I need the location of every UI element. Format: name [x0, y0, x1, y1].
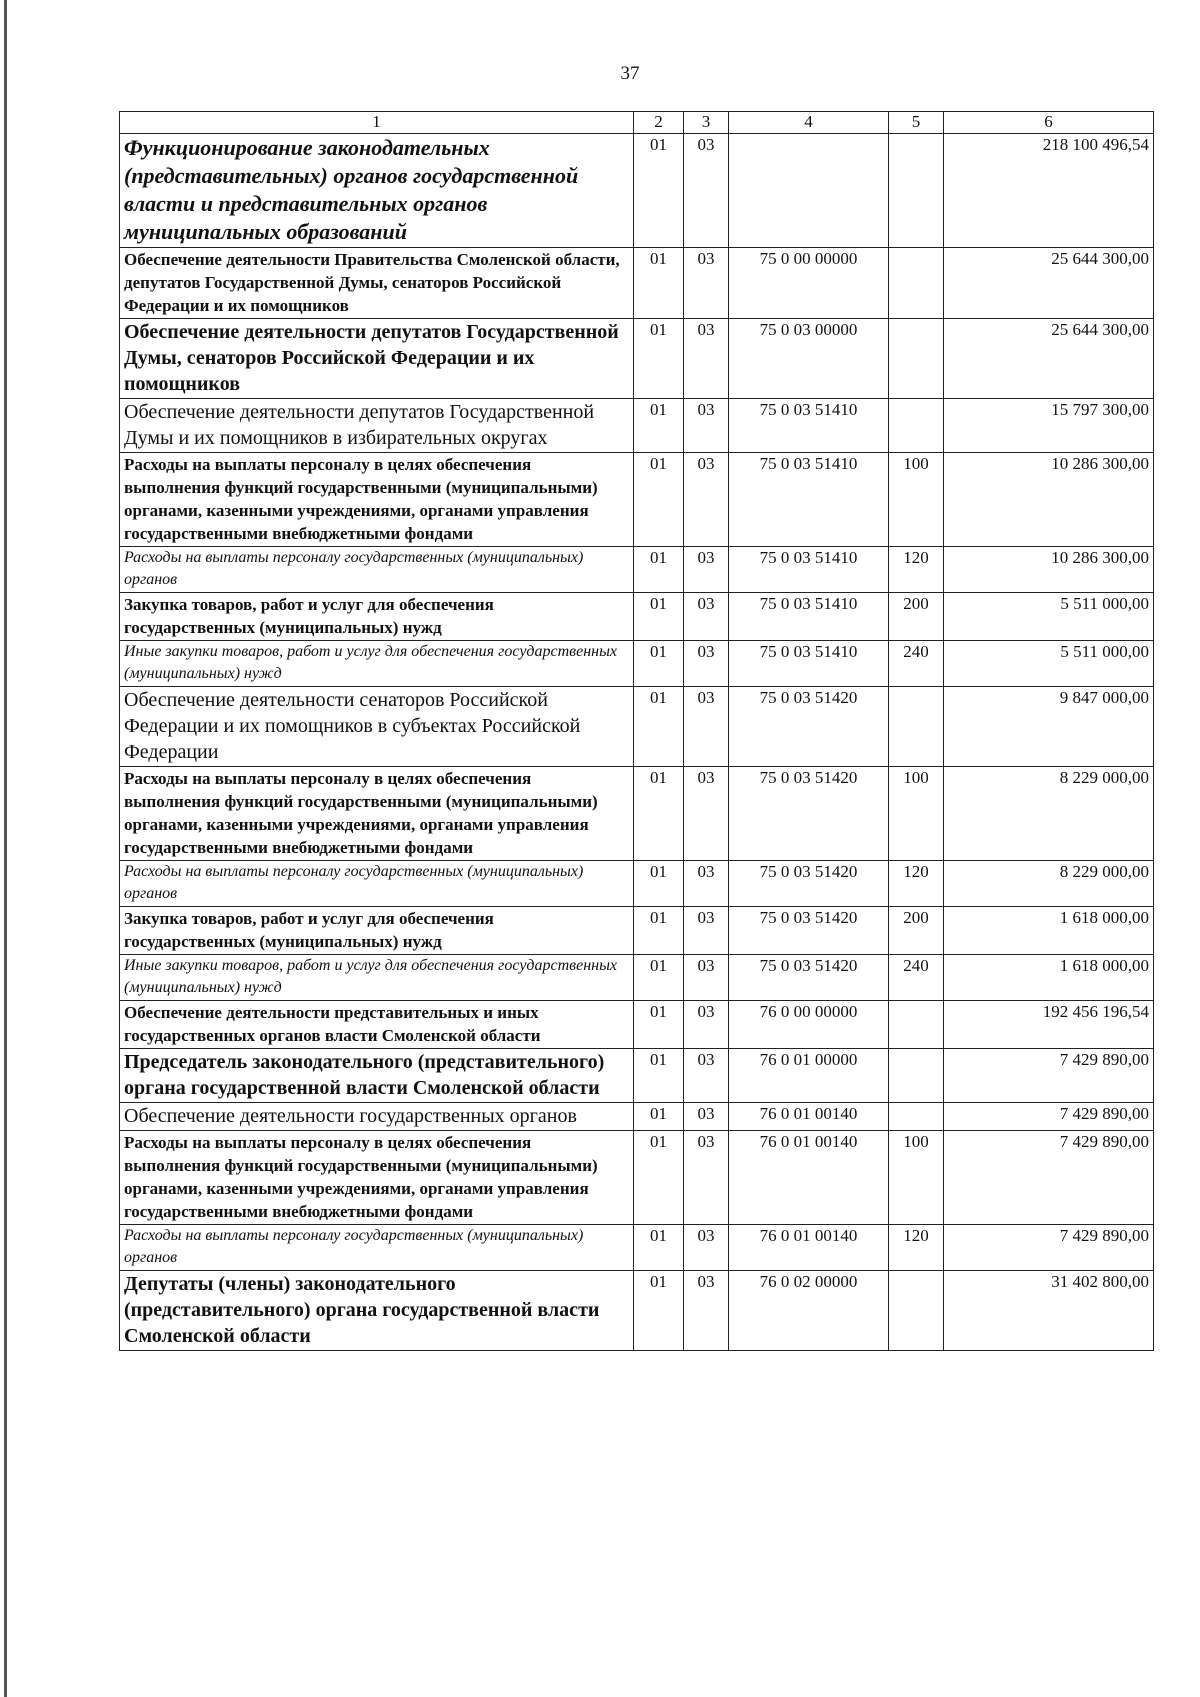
row-target-article: 76 0 01 00140: [729, 1131, 889, 1225]
row-target-article: 75 0 00 00000: [729, 248, 889, 319]
row-expense-type: 200: [889, 593, 944, 641]
row-section: 01: [634, 1271, 684, 1351]
page-number: 37: [620, 63, 640, 84]
row-subsection: 03: [684, 399, 729, 453]
row-target-article: 75 0 03 00000: [729, 319, 889, 399]
row-target-article: [729, 134, 889, 248]
row-name: Обеспечение деятельности Правительства Смоленской области, депутатов Государственной Думы, сенаторов Российской Федерации и их помощников: [120, 248, 634, 319]
row-target-article: 76 0 02 00000: [729, 1271, 889, 1351]
row-target-article: 76 0 01 00140: [729, 1225, 889, 1271]
row-amount: 7 429 890,00: [944, 1049, 1154, 1103]
row-name: Функционирование законодательных (представительных) органов государственной власти и представительных органов муниципальных образований: [120, 134, 634, 248]
row-amount: 1 618 000,00: [944, 955, 1154, 1001]
row-amount: 9 847 000,00: [944, 687, 1154, 767]
row-target-article: 75 0 03 51420: [729, 907, 889, 955]
row-section: 01: [634, 641, 684, 687]
row-amount: 192 456 196,54: [944, 1001, 1154, 1049]
row-name: Иные закупки товаров, работ и услуг для обеспечения государственных (муниципальных) нужд: [120, 955, 634, 1001]
row-expense-type: 240: [889, 955, 944, 1001]
row-amount: 10 286 300,00: [944, 453, 1154, 547]
row-section: 01: [634, 593, 684, 641]
row-expense-type: [889, 319, 944, 399]
table-row: [120, 593, 1154, 641]
row-amount: 1 618 000,00: [944, 907, 1154, 955]
table-row: [120, 399, 1154, 453]
row-section: 01: [634, 1225, 684, 1271]
header-cell: 3: [684, 112, 729, 134]
table-row: [120, 687, 1154, 767]
row-expense-type: 120: [889, 1225, 944, 1271]
row-expense-type: 100: [889, 767, 944, 861]
row-target-article: 75 0 03 51410: [729, 593, 889, 641]
row-expense-type: 240: [889, 641, 944, 687]
row-name: Закупка товаров, работ и услуг для обеспечения государственных (муниципальных) нужд: [120, 593, 634, 641]
row-amount: 25 644 300,00: [944, 319, 1154, 399]
row-section: 01: [634, 687, 684, 767]
row-expense-type: [889, 1001, 944, 1049]
row-amount: 5 511 000,00: [944, 593, 1154, 641]
row-target-article: 76 0 00 00000: [729, 1001, 889, 1049]
row-target-article: 75 0 03 51410: [729, 547, 889, 593]
row-section: 01: [634, 319, 684, 399]
row-subsection: 03: [684, 593, 729, 641]
row-expense-type: [889, 399, 944, 453]
budget-table: [119, 111, 1154, 1351]
row-subsection: 03: [684, 907, 729, 955]
row-name: Закупка товаров, работ и услуг для обеспечения государственных (муниципальных) нужд: [120, 907, 634, 955]
row-expense-type: [889, 248, 944, 319]
table-row: [120, 1271, 1154, 1351]
row-subsection: 03: [684, 955, 729, 1001]
table-row: [120, 1225, 1154, 1271]
row-target-article: 75 0 03 51410: [729, 641, 889, 687]
row-name: Иные закупки товаров, работ и услуг для обеспечения государственных (муниципальных) нужд: [120, 641, 634, 687]
row-amount: 10 286 300,00: [944, 547, 1154, 593]
row-expense-type: [889, 1271, 944, 1351]
row-target-article: 75 0 03 51420: [729, 687, 889, 767]
row-subsection: 03: [684, 248, 729, 319]
row-section: 01: [634, 134, 684, 248]
row-section: 01: [634, 1131, 684, 1225]
row-name: Обеспечение деятельности депутатов Государственной Думы и их помощников в избирательных округах: [120, 399, 634, 453]
row-subsection: 03: [684, 1131, 729, 1225]
row-name: Депутаты (члены) законодательного (представительного) органа государственной власти Смоленской области: [120, 1271, 634, 1351]
table-row: [120, 641, 1154, 687]
row-target-article: 75 0 03 51420: [729, 767, 889, 861]
row-section: 01: [634, 861, 684, 907]
row-amount: 8 229 000,00: [944, 767, 1154, 861]
row-name: Расходы на выплаты персоналу государственных (муниципальных) органов: [120, 1225, 634, 1271]
row-name: Председатель законодательного (представительного) органа государственной власти Смоленской области: [120, 1049, 634, 1103]
row-subsection: 03: [684, 641, 729, 687]
table-row: [120, 861, 1154, 907]
row-expense-type: [889, 687, 944, 767]
row-section: 01: [634, 399, 684, 453]
row-section: 01: [634, 248, 684, 319]
scan-edge-line: [4, 0, 7, 1697]
table-row: [120, 955, 1154, 1001]
row-target-article: 75 0 03 51420: [729, 955, 889, 1001]
row-amount: 8 229 000,00: [944, 861, 1154, 907]
row-subsection: 03: [684, 1271, 729, 1351]
row-name: Обеспечение деятельности государственных органов: [120, 1103, 634, 1131]
row-amount: 7 429 890,00: [944, 1131, 1154, 1225]
row-subsection: 03: [684, 547, 729, 593]
row-section: 01: [634, 955, 684, 1001]
table-row: [120, 1049, 1154, 1103]
row-section: 01: [634, 767, 684, 861]
row-subsection: 03: [684, 134, 729, 248]
row-subsection: 03: [684, 861, 729, 907]
table-row: [120, 1103, 1154, 1131]
row-section: 01: [634, 1001, 684, 1049]
table-body: [120, 134, 1154, 1351]
row-subsection: 03: [684, 319, 729, 399]
row-amount: 7 429 890,00: [944, 1225, 1154, 1271]
header-cell: 2: [634, 112, 684, 134]
table-row: [120, 453, 1154, 547]
row-expense-type: 100: [889, 1131, 944, 1225]
header-cell: 4: [729, 112, 889, 134]
row-section: 01: [634, 1103, 684, 1131]
row-name: Обеспечение деятельности представительных и иных государственных органов власти Смоленской области: [120, 1001, 634, 1049]
row-section: 01: [634, 1049, 684, 1103]
table-row: [120, 547, 1154, 593]
row-amount: 7 429 890,00: [944, 1103, 1154, 1131]
table-row: [120, 1131, 1154, 1225]
table-row: [120, 134, 1154, 248]
row-target-article: 76 0 01 00000: [729, 1049, 889, 1103]
row-subsection: 03: [684, 687, 729, 767]
row-subsection: 03: [684, 1049, 729, 1103]
header-cell: 1: [120, 112, 634, 134]
row-expense-type: 200: [889, 907, 944, 955]
header-cell: 5: [889, 112, 944, 134]
row-section: 01: [634, 547, 684, 593]
row-amount: 15 797 300,00: [944, 399, 1154, 453]
row-expense-type: 120: [889, 861, 944, 907]
row-section: 01: [634, 907, 684, 955]
row-subsection: 03: [684, 1103, 729, 1131]
row-name: Расходы на выплаты персоналу государственных (муниципальных) органов: [120, 547, 634, 593]
row-name: Расходы на выплаты персоналу в целях обеспечения выполнения функций государственными (муниципальными) органами, казенными учреждениями, органами управления государственными внебюджетными фондами: [120, 767, 634, 861]
row-name: Расходы на выплаты персоналу государственных (муниципальных) органов: [120, 861, 634, 907]
table-row: [120, 319, 1154, 399]
row-expense-type: [889, 1049, 944, 1103]
row-expense-type: [889, 1103, 944, 1131]
row-target-article: 76 0 01 00140: [729, 1103, 889, 1131]
header-row: [120, 112, 1154, 134]
row-expense-type: [889, 134, 944, 248]
row-name: Расходы на выплаты персоналу в целях обеспечения выполнения функций государственными (муниципальными) органами, казенными учреждениями, органами управления государственными внебюджетными фондами: [120, 453, 634, 547]
table-row: [120, 767, 1154, 861]
row-subsection: 03: [684, 1225, 729, 1271]
row-target-article: 75 0 03 51410: [729, 453, 889, 547]
row-amount: 31 402 800,00: [944, 1271, 1154, 1351]
table-row: [120, 907, 1154, 955]
row-expense-type: 120: [889, 547, 944, 593]
table-row: [120, 1001, 1154, 1049]
row-target-article: 75 0 03 51420: [729, 861, 889, 907]
row-name: Обеспечение деятельности депутатов Государственной Думы, сенаторов Российской Федерации и их помощников: [120, 319, 634, 399]
header-cell: 6: [944, 112, 1154, 134]
row-subsection: 03: [684, 1001, 729, 1049]
row-section: 01: [634, 453, 684, 547]
row-name: Расходы на выплаты персоналу в целях обеспечения выполнения функций государственными (муниципальными) органами, казенными учреждениями, органами управления государственными внебюджетными фондами: [120, 1131, 634, 1225]
row-expense-type: 100: [889, 453, 944, 547]
row-target-article: 75 0 03 51410: [729, 399, 889, 453]
row-subsection: 03: [684, 453, 729, 547]
table-row: [120, 248, 1154, 319]
row-amount: 25 644 300,00: [944, 248, 1154, 319]
row-subsection: 03: [684, 767, 729, 861]
row-name: Обеспечение деятельности сенаторов Российской Федерации и их помощников в субъектах Российской Федерации: [120, 687, 634, 767]
row-amount: 218 100 496,54: [944, 134, 1154, 248]
row-amount: 5 511 000,00: [944, 641, 1154, 687]
